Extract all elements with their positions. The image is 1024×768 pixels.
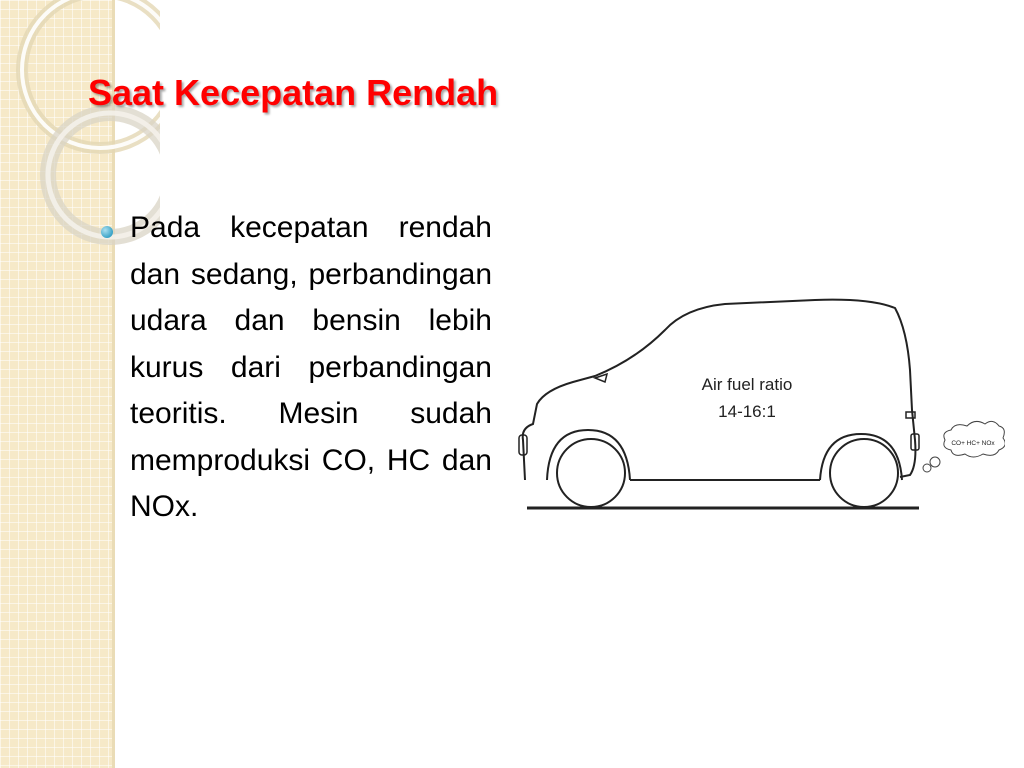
bullet-icon — [101, 226, 113, 238]
air-fuel-ratio-value: 14-16:1 — [718, 402, 776, 421]
bullet-text: Pada kecepatan rendah dan sedang, perbandingan udara dan bensin lebih kurus dari perbandingan teoritis. Mesin sudah memproduksi CO, HC dan NOx. — [130, 211, 492, 523]
front-wheel — [557, 439, 625, 507]
rear-wheel — [830, 439, 898, 507]
exhaust-gas-label: CO+ HC+ NOx — [951, 440, 995, 447]
air-fuel-ratio-label: Air fuel ratio — [701, 375, 793, 394]
slide-title: Saat Kecepatan Rendah — [88, 72, 499, 113]
car-illustration — [515, 290, 1005, 520]
